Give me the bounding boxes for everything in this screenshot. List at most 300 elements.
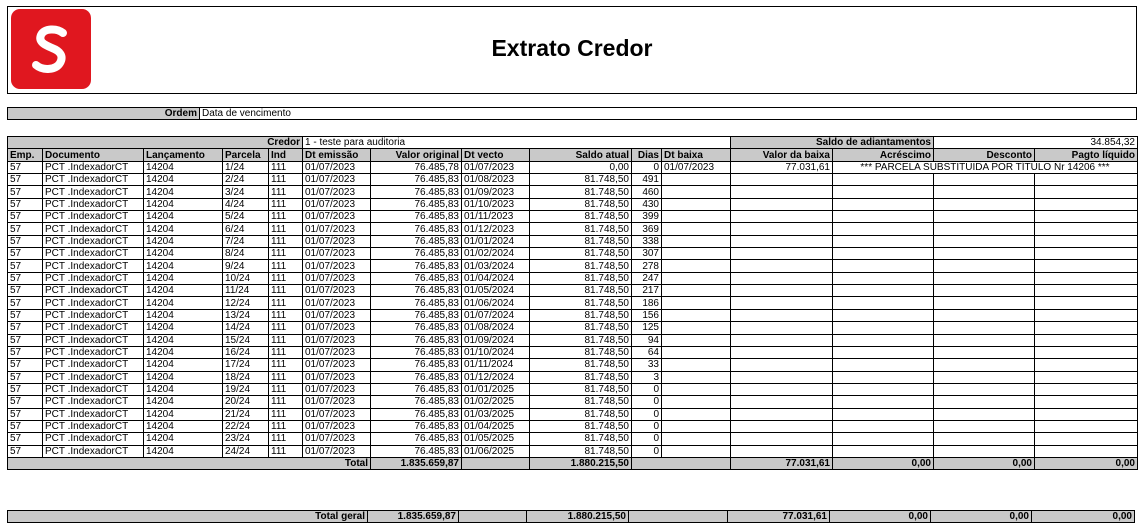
table-cell: 57	[8, 186, 43, 198]
table-cell: 01/07/2023	[303, 383, 371, 395]
table-cell: 76.485,83	[371, 198, 462, 210]
order-bar	[7, 107, 1137, 120]
table-cell: 01/08/2023	[462, 174, 530, 186]
table-cell: 156	[632, 309, 662, 321]
table-cell: 21/24	[223, 408, 269, 420]
table-cell	[1035, 272, 1138, 284]
table-cell	[731, 211, 833, 223]
table-cell: 76.485,83	[371, 248, 462, 260]
table-cell: PCT .IndexadorCT	[43, 383, 144, 395]
table-cell	[662, 248, 731, 260]
table-cell	[1035, 445, 1138, 457]
total-desconto: 0,00	[934, 457, 1035, 469]
table-cell: 57	[8, 309, 43, 321]
table-cell: *** PARCELA SUBSTITUIDA POR TÍTULO Nr 14206 ***	[833, 161, 1138, 173]
table-cell: 01/01/2024	[462, 235, 530, 247]
table-cell: 14204	[144, 211, 223, 223]
table-cell	[934, 322, 1035, 334]
table-cell: 76.485,78	[371, 161, 462, 173]
table-cell: 12/24	[223, 297, 269, 309]
grand-total-desconto: 0,00	[931, 511, 1032, 523]
table-row	[8, 198, 1138, 210]
table-cell: PCT .IndexadorCT	[43, 211, 144, 223]
table-cell	[731, 198, 833, 210]
table-cell: 14204	[144, 174, 223, 186]
table-cell	[1035, 309, 1138, 321]
table-cell: PCT .IndexadorCT	[43, 248, 144, 260]
table-cell: 01/07/2023	[303, 334, 371, 346]
table-cell	[662, 396, 731, 408]
column-header: Ind	[269, 149, 303, 161]
table-cell: 81.748,50	[530, 248, 632, 260]
table-cell	[934, 260, 1035, 272]
table-cell: 14204	[144, 161, 223, 173]
table-cell	[662, 235, 731, 247]
table-cell: 57	[8, 223, 43, 235]
table-cell	[934, 445, 1035, 457]
table-cell	[1035, 383, 1138, 395]
table-cell: 81.748,50	[530, 445, 632, 457]
table-cell: 01/07/2023	[303, 272, 371, 284]
table-cell: 111	[269, 322, 303, 334]
table-cell: 81.748,50	[530, 174, 632, 186]
table-cell: 14204	[144, 334, 223, 346]
table-cell	[934, 433, 1035, 445]
table-cell: 57	[8, 433, 43, 445]
table-cell: PCT .IndexadorCT	[43, 309, 144, 321]
table-cell	[934, 346, 1035, 358]
table-cell: 01/07/2023	[303, 359, 371, 371]
table-cell	[934, 248, 1035, 260]
table-cell: 01/07/2023	[662, 161, 731, 173]
table-cell: 76.485,83	[371, 371, 462, 383]
table-row	[8, 445, 1138, 457]
table-cell	[1035, 285, 1138, 297]
total-row	[8, 457, 1138, 469]
table-cell	[731, 297, 833, 309]
table-cell: 14/24	[223, 322, 269, 334]
table-cell: 14204	[144, 223, 223, 235]
table-cell: 11/24	[223, 285, 269, 297]
table-cell: 14204	[144, 186, 223, 198]
table-cell: 01/02/2024	[462, 248, 530, 260]
total-spacer	[462, 457, 530, 469]
table-cell: 01/07/2023	[303, 408, 371, 420]
table-cell: 76.485,83	[371, 334, 462, 346]
table-cell: 57	[8, 248, 43, 260]
table-cell: 14204	[144, 272, 223, 284]
table-row	[8, 297, 1138, 309]
table-cell: PCT .IndexadorCT	[43, 346, 144, 358]
table-cell: 57	[8, 235, 43, 247]
table-cell	[731, 334, 833, 346]
table-row	[8, 309, 1138, 321]
table-cell	[934, 334, 1035, 346]
table-cell: 369	[632, 223, 662, 235]
table-cell	[833, 309, 934, 321]
table-cell: 01/07/2023	[303, 297, 371, 309]
grand-total-saldo-atual: 1.880.215,50	[527, 511, 629, 523]
table-cell	[934, 272, 1035, 284]
table-cell: 01/06/2025	[462, 445, 530, 457]
table-cell	[662, 408, 731, 420]
table-cell	[833, 346, 934, 358]
table-cell: 76.485,83	[371, 223, 462, 235]
table-cell: 81.748,50	[530, 408, 632, 420]
table-cell: PCT .IndexadorCT	[43, 433, 144, 445]
table-cell: 6/24	[223, 223, 269, 235]
table-cell	[731, 248, 833, 260]
table-cell: 81.748,50	[530, 322, 632, 334]
table-row	[8, 161, 1138, 173]
table-cell: 111	[269, 359, 303, 371]
table-cell: PCT .IndexadorCT	[43, 235, 144, 247]
table-cell	[731, 396, 833, 408]
table-row	[8, 272, 1138, 284]
table-row	[8, 334, 1138, 346]
table-cell: 01/07/2023	[303, 433, 371, 445]
table-cell	[934, 186, 1035, 198]
table-cell: 1/24	[223, 161, 269, 173]
table-cell: 57	[8, 371, 43, 383]
table-cell: 76.485,83	[371, 186, 462, 198]
table-cell: 76.485,83	[371, 408, 462, 420]
table-cell: 57	[8, 161, 43, 173]
table-cell: 57	[8, 211, 43, 223]
table-cell	[731, 322, 833, 334]
table-cell: 57	[8, 272, 43, 284]
table-cell: 14204	[144, 396, 223, 408]
table-cell	[833, 297, 934, 309]
table-cell: 76.485,83	[371, 359, 462, 371]
table-cell: 81.748,50	[530, 260, 632, 272]
table-cell: 111	[269, 297, 303, 309]
table-cell: 64	[632, 346, 662, 358]
table-cell: 81.748,50	[530, 420, 632, 432]
table-cell: PCT .IndexadorCT	[43, 396, 144, 408]
table-cell: 01/07/2023	[303, 211, 371, 223]
table-cell: 57	[8, 260, 43, 272]
table-cell: 01/07/2023	[303, 235, 371, 247]
table-cell	[662, 211, 731, 223]
table-cell: PCT .IndexadorCT	[43, 408, 144, 420]
table-cell	[833, 396, 934, 408]
table-cell: 338	[632, 235, 662, 247]
table-row	[8, 396, 1138, 408]
table-cell: 01/07/2023	[303, 309, 371, 321]
total-acrescimo: 0,00	[833, 457, 934, 469]
table-cell	[731, 346, 833, 358]
table-cell: 76.485,83	[371, 211, 462, 223]
advances-value: 34.854,32	[934, 137, 1138, 149]
table-cell	[1035, 297, 1138, 309]
table-cell: 81.748,50	[530, 211, 632, 223]
table-cell: 76.485,83	[371, 396, 462, 408]
table-cell: 9/24	[223, 260, 269, 272]
table-cell: 14204	[144, 346, 223, 358]
table-cell	[731, 445, 833, 457]
table-cell: 2/24	[223, 174, 269, 186]
table-cell	[934, 223, 1035, 235]
column-header: Valor da baixa	[731, 149, 833, 161]
table-cell	[934, 198, 1035, 210]
table-cell: 0,00	[530, 161, 632, 173]
table-cell	[833, 260, 934, 272]
table-cell: 24/24	[223, 445, 269, 457]
table-cell	[662, 174, 731, 186]
table-cell	[833, 420, 934, 432]
table-cell: 76.485,83	[371, 445, 462, 457]
table-cell	[731, 383, 833, 395]
table-cell: 10/24	[223, 272, 269, 284]
table-cell	[731, 420, 833, 432]
table-cell	[833, 235, 934, 247]
table-cell: 20/24	[223, 396, 269, 408]
table-cell: 01/09/2023	[462, 186, 530, 198]
table-cell: 399	[632, 211, 662, 223]
table-cell: 491	[632, 174, 662, 186]
table-cell	[833, 248, 934, 260]
table-cell: 17/24	[223, 359, 269, 371]
table-cell: 01/07/2023	[303, 161, 371, 173]
table-cell: 57	[8, 297, 43, 309]
table-cell: 57	[8, 174, 43, 186]
table-cell: 217	[632, 285, 662, 297]
table-cell: 01/10/2024	[462, 346, 530, 358]
table-cell	[934, 371, 1035, 383]
table-cell: 111	[269, 161, 303, 173]
table-cell	[662, 445, 731, 457]
table-cell	[662, 260, 731, 272]
table-cell: 57	[8, 285, 43, 297]
table-cell	[934, 420, 1035, 432]
table-row	[8, 383, 1138, 395]
table-cell: 8/24	[223, 248, 269, 260]
table-row	[8, 359, 1138, 371]
table-row	[8, 186, 1138, 198]
grand-total-acrescimo: 0,00	[830, 511, 931, 523]
table-cell: PCT .IndexadorCT	[43, 297, 144, 309]
table-cell: 77.031,61	[731, 161, 833, 173]
table-cell: 01/11/2023	[462, 211, 530, 223]
table-cell: 111	[269, 260, 303, 272]
table-cell	[731, 223, 833, 235]
table-cell: 01/11/2024	[462, 359, 530, 371]
table-cell	[1035, 396, 1138, 408]
table-cell: 111	[269, 285, 303, 297]
table-cell	[1035, 260, 1138, 272]
table-cell: 111	[269, 433, 303, 445]
table-cell: PCT .IndexadorCT	[43, 161, 144, 173]
column-header: Acréscimo	[833, 149, 934, 161]
table-cell: 01/12/2024	[462, 371, 530, 383]
table-cell: 22/24	[223, 420, 269, 432]
table-cell: 14204	[144, 433, 223, 445]
table-cell	[662, 186, 731, 198]
table-cell: 01/07/2023	[303, 396, 371, 408]
table-cell	[934, 285, 1035, 297]
column-header: Parcela	[223, 149, 269, 161]
table-cell: 01/07/2023	[303, 186, 371, 198]
table-cell: PCT .IndexadorCT	[43, 198, 144, 210]
table-cell: 111	[269, 371, 303, 383]
table-cell	[833, 174, 934, 186]
table-cell	[731, 174, 833, 186]
table-row	[8, 248, 1138, 260]
table-cell: 278	[632, 260, 662, 272]
grand-total-valor-baixa: 77.031,61	[728, 511, 830, 523]
table-cell	[833, 272, 934, 284]
column-header-row	[8, 149, 1138, 161]
table-cell	[731, 408, 833, 420]
table-cell: 01/07/2023	[462, 161, 530, 173]
table-cell: 0	[632, 445, 662, 457]
table-cell	[1035, 433, 1138, 445]
table-cell: 14204	[144, 285, 223, 297]
table-cell: 01/07/2023	[303, 371, 371, 383]
table-cell: 111	[269, 383, 303, 395]
table-cell: 81.748,50	[530, 272, 632, 284]
table-cell	[934, 396, 1035, 408]
grand-total-label: Total geral	[8, 511, 368, 523]
table-cell: 14204	[144, 371, 223, 383]
table-cell: 57	[8, 322, 43, 334]
grand-total-pagto-liquido: 0,00	[1032, 511, 1135, 523]
table-cell: 01/04/2025	[462, 420, 530, 432]
table-cell: 111	[269, 309, 303, 321]
table-cell: 111	[269, 396, 303, 408]
table-cell	[1035, 198, 1138, 210]
grand-total-spacer	[629, 511, 728, 523]
table-cell: 57	[8, 445, 43, 457]
table-row	[8, 346, 1138, 358]
creditor-label: Credor	[8, 137, 303, 149]
table-cell	[1035, 359, 1138, 371]
column-header: Desconto	[934, 149, 1035, 161]
table-cell	[934, 309, 1035, 321]
table-row	[8, 322, 1138, 334]
table-cell: 01/07/2023	[303, 420, 371, 432]
table-cell: PCT .IndexadorCT	[43, 260, 144, 272]
creditor-statement-table	[7, 136, 1138, 470]
table-cell	[662, 346, 731, 358]
table-cell	[934, 174, 1035, 186]
table-cell: 125	[632, 322, 662, 334]
table-cell: 14204	[144, 359, 223, 371]
table-cell	[662, 371, 731, 383]
table-cell: 14204	[144, 297, 223, 309]
table-row	[8, 420, 1138, 432]
table-cell	[662, 383, 731, 395]
table-cell: 33	[632, 359, 662, 371]
table-cell: 76.485,83	[371, 346, 462, 358]
column-header: Dt vecto	[462, 149, 530, 161]
table-cell: 0	[632, 408, 662, 420]
table-cell: 14204	[144, 260, 223, 272]
table-cell: 76.485,83	[371, 285, 462, 297]
table-cell: 01/04/2024	[462, 272, 530, 284]
table-cell: 01/07/2023	[303, 198, 371, 210]
table-cell: 76.485,83	[371, 420, 462, 432]
order-label: Ordem	[8, 108, 200, 119]
table-cell	[833, 383, 934, 395]
table-cell: 76.485,83	[371, 260, 462, 272]
table-cell	[833, 334, 934, 346]
column-header: Pagto líquido	[1035, 149, 1138, 161]
table-cell: 01/07/2023	[303, 260, 371, 272]
table-cell: 111	[269, 408, 303, 420]
table-cell	[1035, 334, 1138, 346]
table-cell: 7/24	[223, 235, 269, 247]
table-cell: PCT .IndexadorCT	[43, 174, 144, 186]
grand-total-valor-original: 1.835.659,87	[368, 511, 459, 523]
table-cell: 430	[632, 198, 662, 210]
table-cell: 111	[269, 420, 303, 432]
order-value: Data de vencimento	[202, 108, 291, 119]
table-cell	[934, 408, 1035, 420]
table-cell: 76.485,83	[371, 383, 462, 395]
table-cell: 81.748,50	[530, 297, 632, 309]
creditor-value: 1 - teste para auditoria	[303, 137, 731, 149]
table-cell: 01/07/2024	[462, 309, 530, 321]
table-cell: 81.748,50	[530, 346, 632, 358]
table-cell	[731, 186, 833, 198]
table-cell: 0	[632, 433, 662, 445]
table-cell: 01/07/2023	[303, 322, 371, 334]
table-cell: 81.748,50	[530, 285, 632, 297]
table-cell	[1035, 186, 1138, 198]
table-cell: 76.485,83	[371, 174, 462, 186]
table-cell	[662, 334, 731, 346]
table-cell	[731, 371, 833, 383]
table-cell: 460	[632, 186, 662, 198]
column-header: Emp.	[8, 149, 43, 161]
table-cell: 0	[632, 396, 662, 408]
table-cell: 111	[269, 445, 303, 457]
table-cell	[1035, 211, 1138, 223]
column-header: Dt emissão	[303, 149, 371, 161]
total-saldo-atual: 1.880.215,50	[530, 457, 632, 469]
table-cell: 01/07/2023	[303, 346, 371, 358]
table-cell	[731, 433, 833, 445]
table-cell: 3	[632, 371, 662, 383]
table-cell: 01/06/2024	[462, 297, 530, 309]
table-row	[8, 235, 1138, 247]
advances-label: Saldo de adiantamentos	[731, 137, 934, 149]
table-row	[8, 260, 1138, 272]
table-cell	[662, 433, 731, 445]
table-cell	[934, 359, 1035, 371]
table-cell: 111	[269, 346, 303, 358]
table-cell: 13/24	[223, 309, 269, 321]
table-cell	[833, 211, 934, 223]
column-header: Valor original	[371, 149, 462, 161]
creditor-row	[8, 137, 1138, 149]
table-cell: 81.748,50	[530, 223, 632, 235]
table-cell: 01/05/2024	[462, 285, 530, 297]
table-cell: 18/24	[223, 371, 269, 383]
table-cell: 3/24	[223, 186, 269, 198]
table-cell	[662, 297, 731, 309]
table-cell	[833, 371, 934, 383]
table-cell	[833, 359, 934, 371]
table-cell: 23/24	[223, 433, 269, 445]
table-cell: PCT .IndexadorCT	[43, 359, 144, 371]
table-row	[8, 211, 1138, 223]
table-cell: 01/07/2023	[303, 285, 371, 297]
table-cell	[731, 272, 833, 284]
table-cell	[662, 223, 731, 235]
